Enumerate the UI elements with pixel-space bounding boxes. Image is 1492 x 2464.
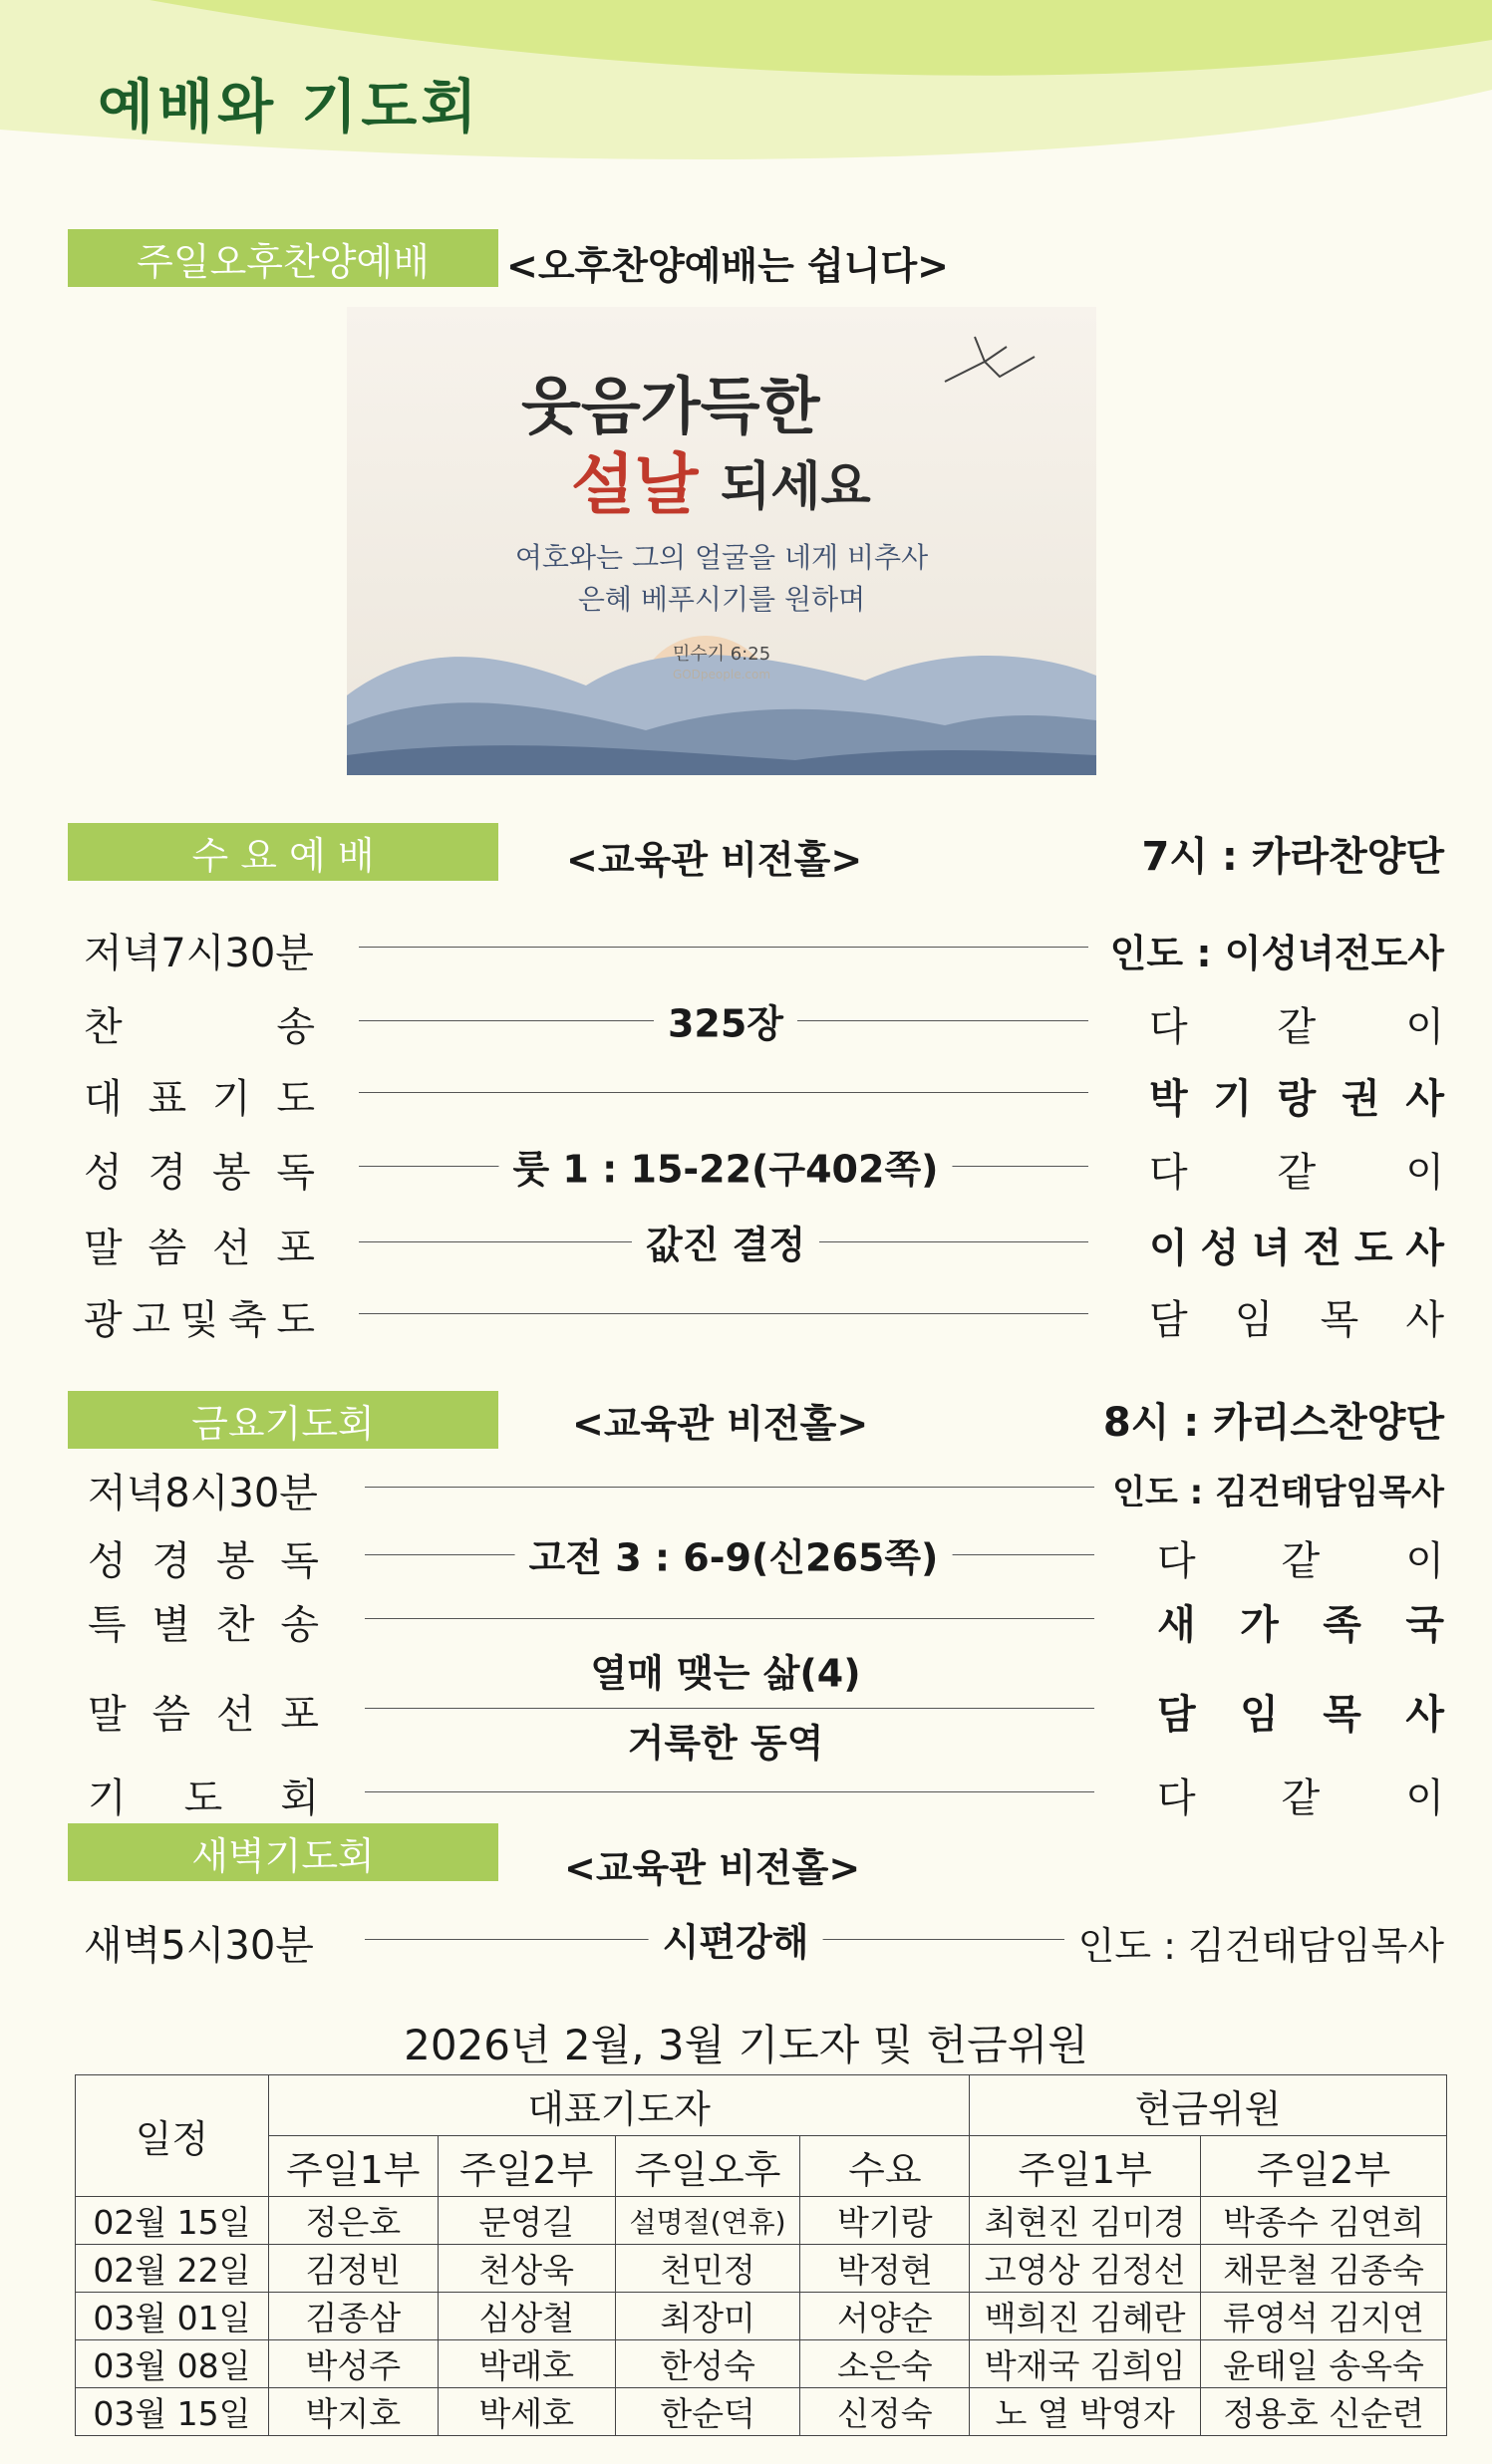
page-title: 예배와 기도회	[98, 73, 481, 140]
table-cell: 최장미	[615, 2293, 800, 2340]
table-cell: 박세호	[438, 2388, 615, 2436]
card-headline-3: 되세요	[721, 457, 871, 517]
table-cell: 고영상 김정선	[970, 2245, 1201, 2293]
row-leader-line	[359, 1313, 1088, 1314]
friday-row-time	[0, 1457, 1492, 1516]
table-cell: 채문철 김종숙	[1201, 2245, 1447, 2293]
row-leader: 담 임 목 사	[1149, 1297, 1444, 1343]
subheader-cell: 수요	[800, 2136, 970, 2197]
table-cell: 김종삼	[268, 2293, 438, 2340]
table-cell: 정용호 신순련	[1201, 2388, 1447, 2436]
row-content: 값진 결정	[632, 1215, 819, 1269]
date-cell: 03월 01일	[76, 2293, 269, 2340]
row-label: 말 씀 선 포	[88, 1692, 319, 1738]
dawn-label: 새벽기도회	[68, 1823, 498, 1881]
wednesday-venue: <교육관 비전홀>	[566, 838, 863, 882]
row-leader: 다 같 이	[1157, 1776, 1444, 1821]
row-leader: 이 성 녀 전 도 사	[1149, 1226, 1444, 1271]
row-label: 말 씀 선 포	[84, 1226, 315, 1271]
card-reference: 민수기 6:25	[672, 644, 771, 665]
sermon-title-2: 거룩한 동역	[627, 1721, 824, 1766]
table-cell: 백희진 김혜란	[970, 2293, 1201, 2340]
row-label: 성 경 봉 독	[88, 1538, 319, 1584]
row-leader: 다 같 이	[1157, 1538, 1444, 1584]
table-cell: 신정숙	[800, 2388, 970, 2436]
row-leader-line	[365, 1618, 1094, 1619]
card-headline-2: 설날	[571, 446, 699, 523]
friday-choir: 8시 : 카리스찬양단	[1102, 1400, 1444, 1446]
wednesday-choir: 7시 : 카라찬양단	[1141, 834, 1444, 880]
table-cell: 천상욱	[438, 2245, 615, 2293]
schedule-header: 일정	[76, 2075, 269, 2197]
row-leader: 새 가 족 국	[1157, 1602, 1444, 1648]
dawn-venue: <교육관 비전홀>	[564, 1846, 861, 1890]
table-cell: 소은숙	[800, 2340, 970, 2388]
card-headline-1: 웃음가득한	[521, 370, 820, 442]
row-label: 대 표 기 도	[84, 1076, 315, 1122]
roster-table	[75, 2074, 1447, 2436]
card-watermark: GODpeople.com	[672, 668, 771, 682]
wednesday-row-prayer	[0, 1062, 1492, 1122]
sunday-afternoon-notice: <오후찬양예배는 쉽니다>	[506, 244, 949, 288]
row-label: 저녁7시30분	[84, 931, 314, 976]
wednesday-row-sermon	[0, 1212, 1492, 1271]
row-label: 저녁8시30분	[88, 1471, 318, 1516]
table-cell: 최현진 김미경	[970, 2197, 1201, 2245]
row-label: 특 별 찬 송	[88, 1602, 319, 1648]
wednesday-row-benediction	[0, 1283, 1492, 1343]
date-cell: 03월 08일	[76, 2340, 269, 2388]
prayer-group-header: 대표기도자	[268, 2075, 969, 2136]
wednesday-row-hymn	[0, 990, 1492, 1050]
roster-title: 2026년 2월, 3월 기도자 및 헌금위원	[404, 2021, 1088, 2069]
card-verse-2: 은혜 베푸시기를 원하며	[577, 583, 866, 616]
date-cell: 02월 15일	[76, 2197, 269, 2245]
table-cell: 박재국 김희임	[970, 2340, 1201, 2388]
wednesday-row-time	[0, 917, 1492, 976]
table-cell: 김정빈	[268, 2245, 438, 2293]
table-cell: 설명절(연휴)	[615, 2197, 800, 2245]
row-leader: 인도 : 이성녀전도사	[1109, 932, 1444, 975]
table-cell: 천민정	[615, 2245, 800, 2293]
table-cell: 서양순	[800, 2293, 970, 2340]
row-label: 광 고 및 축 도	[84, 1297, 315, 1343]
wednesday-row-reading	[0, 1136, 1492, 1196]
table-cell: 문영길	[438, 2197, 615, 2245]
table-row	[76, 2245, 1447, 2293]
lunar-new-year-card	[347, 307, 1096, 775]
table-cell: 박지호	[268, 2388, 438, 2436]
table-row	[76, 2293, 1447, 2340]
row-leader: 다 같 이	[1149, 1150, 1444, 1196]
roster-subheader-row	[76, 2136, 1447, 2197]
date-cell: 03월 15일	[76, 2388, 269, 2436]
row-leader: 담 임 목 사	[1157, 1692, 1444, 1738]
table-row	[76, 2197, 1447, 2245]
dawn-row	[0, 1909, 1492, 1969]
roster-header-row	[76, 2075, 1447, 2136]
friday-row-prayer-meeting	[0, 1762, 1492, 1821]
row-leader-line	[365, 1791, 1094, 1792]
table-cell: 한성숙	[615, 2340, 800, 2388]
table-cell: 심상철	[438, 2293, 615, 2340]
row-leader: 인도 : 김건태담임목사	[1112, 1473, 1444, 1512]
sunday-afternoon-label: 주일오후찬양예배	[68, 229, 498, 287]
row-leader-line	[359, 1092, 1088, 1093]
row-leader: 인도 : 김건태담임목사	[1064, 1915, 1444, 1970]
table-cell: 박래호	[438, 2340, 615, 2388]
row-label: 성 경 봉 독	[84, 1150, 315, 1196]
row-label: 찬 송	[84, 1004, 315, 1050]
table-cell: 박성주	[268, 2340, 438, 2388]
row-leader-line	[365, 1708, 1094, 1709]
row-leader-line	[365, 1487, 1094, 1488]
friday-label: 금요기도회	[68, 1391, 498, 1449]
friday-venue: <교육관 비전홀>	[572, 1402, 869, 1446]
friday-row-reading	[0, 1524, 1492, 1584]
table-cell: 박정현	[800, 2245, 970, 2293]
subheader-cell: 주일오후	[615, 2136, 800, 2197]
row-leader: 박 기 랑 권 사	[1149, 1076, 1444, 1122]
table-cell: 정은호	[268, 2197, 438, 2245]
subheader-cell: 주일2부	[1201, 2136, 1447, 2197]
table-row	[76, 2340, 1447, 2388]
table-cell: 박기랑	[800, 2197, 970, 2245]
row-content: 고전 3 : 6-9(신265쪽)	[515, 1527, 953, 1582]
row-content: 시편강해	[649, 1912, 823, 1967]
row-content: 룻 1 : 15-22(구402쪽)	[498, 1139, 952, 1194]
friday-row-special-hymn	[0, 1588, 1492, 1648]
offering-group-header: 헌금위원	[970, 2075, 1447, 2136]
table-cell: 류영석 김지연	[1201, 2293, 1447, 2340]
card-verse-1: 여호와는 그의 얼굴을 네게 비추사	[514, 541, 929, 574]
subheader-cell: 주일1부	[970, 2136, 1201, 2197]
table-row	[76, 2388, 1447, 2436]
table-cell: 박종수 김연희	[1201, 2197, 1447, 2245]
wednesday-label: 수 요 예 배	[68, 823, 498, 881]
row-content: 325장	[654, 993, 797, 1048]
table-cell: 노 열 박영자	[970, 2388, 1201, 2436]
friday-row-sermon	[0, 1651, 1492, 1766]
row-label: 기 도 회	[88, 1776, 319, 1821]
row-leader-line	[359, 947, 1088, 948]
subheader-cell: 주일1부	[268, 2136, 438, 2197]
subheader-cell: 주일2부	[438, 2136, 615, 2197]
row-label: 새벽5시30분	[84, 1923, 314, 1969]
row-leader: 다 같 이	[1149, 1004, 1444, 1050]
date-cell: 02월 22일	[76, 2245, 269, 2293]
table-cell: 윤태일 송옥숙	[1201, 2340, 1447, 2388]
sermon-title-1: 열매 맺는 삶(4)	[590, 1651, 861, 1696]
table-cell: 한순덕	[615, 2388, 800, 2436]
